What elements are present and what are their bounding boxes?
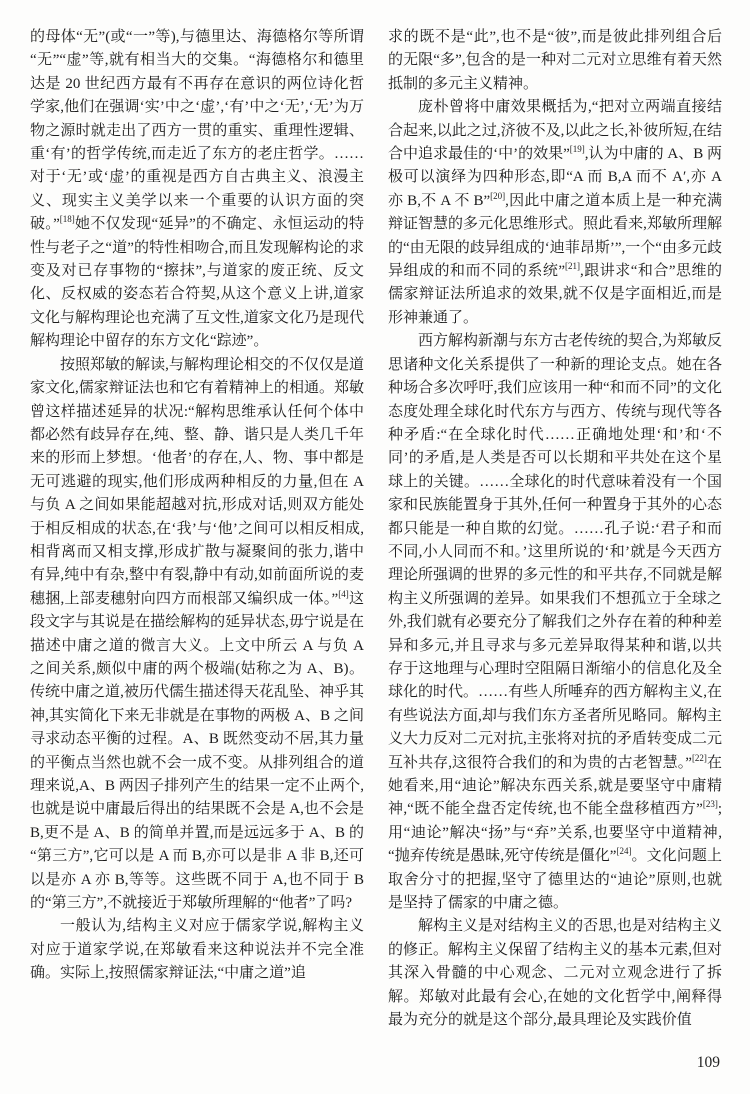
footnote-ref: [22] [691, 752, 707, 763]
footnote-ref: [23] [702, 799, 718, 810]
paragraph: 解构主义是对结构主义的否思,也是对结构主义的修正。解构主义保留了结构主义的基本元素,但对其深入骨髓的中心观念、二元对立观念进行了拆解。郑敏对此最有会心,在她的文化哲学中,阐释得最为充分的就是这个部分,最具理论及实践价值 [388, 918, 722, 1029]
text-column-left [30, 26, 364, 1032]
paragraph: 一般认为,结构主义对应于儒家学说,解构主义对应于道家学说,在郑敏看来这种说法并不完全准确。实际上,按照儒家辩证法,“中庸之道”追 [30, 918, 364, 982]
text-column-right [388, 26, 722, 1032]
footnote-ref: [4] [338, 588, 349, 599]
paragraph: 的母体“无”(或“一”等),与德里达、海德格尔等所谓“无”“虚”等,就有相当大的交集。“海德格尔和德里达是 20 世纪西方最有不再存在意识的两位诗化哲学家,他们在强调‘实’中之‘虚’,‘有’中之‘无’,‘无’为万物之源时就走出了西方一贯的重实、重理性逻辑、重‘有’的哲学传统,而走近了东方的老庄哲学。……对于‘无’或‘虚’的重视是西方自古典主义、浪漫主义、现实主义美学以来一个重要的认识方面的突破。”[18]她不仅发现“延异”的不确定、永恒运动的特性与老子之“道”的特性相吻合,而且发现解构论的求变及对已存事物的“擦抹”,与道家的废正统、反文化、反权威的姿态若合符契,从这个意义上讲,道家文化与解构理论也充满了互文性,道家文化乃是现代解构理论中留存的东方文化“踪迹”。 [30, 29, 364, 350]
paragraph: 按照郑敏的解读,与解构理论相交的不仅仅是道家文化,儒家辩证法也和它有着精神上的相通。郑敏曾这样描述延异的状况:“解构思维承认任何个体中都必然有歧异存在,纯、整、静、谐只是人类几千年来的形而上梦想。‘他者’的存在,人、物、事中都是无可逃避的现实,他们形成两种相反的力量,但在 A 与负 A 之间如果能超越对抗,形成对话,则双方能处于相反相成的状态,在‘我’与‘他’之间可以相反相成,相背离而又相支撑,形成扩散与凝聚间的张力,谐中有异,纯中有杂,整中有裂,静中有动,如前面所说的麦穗捆,上部麦穗射向四方而根部又编织成一体。”[4]这段文字与其说是在描绘解构的延异状态,毋宁说是在描述中庸之道的微言大义。上文中所云 A 与负 A 之间关系,颇似中庸的两个极端(姑称之为 A、B)。传统中庸之道,被历代儒生描述得天花乱坠、神乎其神,其实简化下来无非就是在事物的两极 A、B 之间寻求动态平衡的过程。A、B 既然变动不居,其力量的平衡点当然也就不会一成不变。从排列组合的道理来说,A、B 两因子排列产生的结果一定不止两个,也就是说中庸最后得出的结果既不会是 A,也不会是 B,更不是 A、B 的简单并置,而是远远多于 A、B 的“第三方”,它可以是 A 而 B,亦可以是非 A 非 B,还可以是亦 A 亦 B,等等。这些既不同于 A,也不同于 B 的“第三方”,不就接近于郑敏所理解的“他者”了吗? [30, 356, 364, 912]
page-number: 109 [696, 1054, 720, 1071]
footnote-ref: [18] [59, 214, 75, 225]
paragraph: 庞朴曾将中庸效果概括为,“把对立两端直接结合起来,以此之过,济彼不及,以此之长,补彼所短,在结合中追求最佳的‘中’的效果”[19],认为中庸的 A、B 两极可以演绎为四种形态,即“A 而 B,A 而不 A′,亦 A 亦 B,不 A 不 B”[20],因此中庸之道本质上是一种充满辩证智慧的多元化思维形式。照此看来,郑敏所理解的“由无限的歧异组成的‘迪菲昂斯’”,一个“由多元歧异组成的和而不同的系统”[21],跟讲求“和合”思维的儒家辩证法所追求的效果,就不仅是字面相近,而是形神兼通了。 [388, 99, 722, 326]
footnote-ref: [24] [616, 846, 632, 857]
footnote-ref: [19] [569, 144, 585, 155]
footnote-ref: [21] [565, 261, 581, 272]
paragraph: 西方解构新潮与东方古老传统的契合,为郑敏反思诸种文化关系提供了一种新的理论支点。她在各种场合多次呼吁,我们应该用一种“和而不同”的文化态度处理全球化时代东方与西方、传统与现代等各种矛盾:“在全球化时代……正确地处理‘和’和‘不同’的矛盾,是人类是否可以长期和平共处在这个星球上的关键。……全球化的时代意味着没有一个国家和民族能置身于其外,任何一种置身于其外的心态都只能是一种自欺的幻觉。……孔子说:‘君子和而不同,小人同而不和。’这里所说的‘和’就是今天西方理论所强调的世界的多元性的和平共存,不同就是解构主义所强调的差异。如果我们不想孤立于全球之外,我们就有必要充分了解我们之外存在着的种种差异和多元,并且寻求与多元差异取得某种和谐,以共存于这地理与心理时空阻隔日渐缩小的信息化及全球化的时代。……有些人所唾弃的西方解构主义,在有些说法方面,却与我们东方圣者所见略同。解构主义大力反对二元对抗,主张将对抗的矛盾转变成二元互补共存,这很符合我们的和为贵的古老智慧。”[22]在她看来,用“迪论”解决东西关系,就是要坚守中庸精神,“既不能全盘否定传统,也不能全盘移植西方”[23];用“迪论”解决“扬”与“弃”关系,也要坚守中道精神,“抛弃传统是愚昧,死守传统是僵化”[24]。文化问题上取舍分寸的把握,坚守了德里达的“迪论”原则,也就是坚持了儒家的中庸之德。 [388, 333, 722, 912]
paragraph: 求的既不是“此”,也不是“彼”,而是彼此排列组合后的无限“多”,包含的是一种对二元对立思维有着天然抵制的多元主义精神。 [388, 29, 722, 92]
footnote-ref: [20] [490, 190, 506, 201]
